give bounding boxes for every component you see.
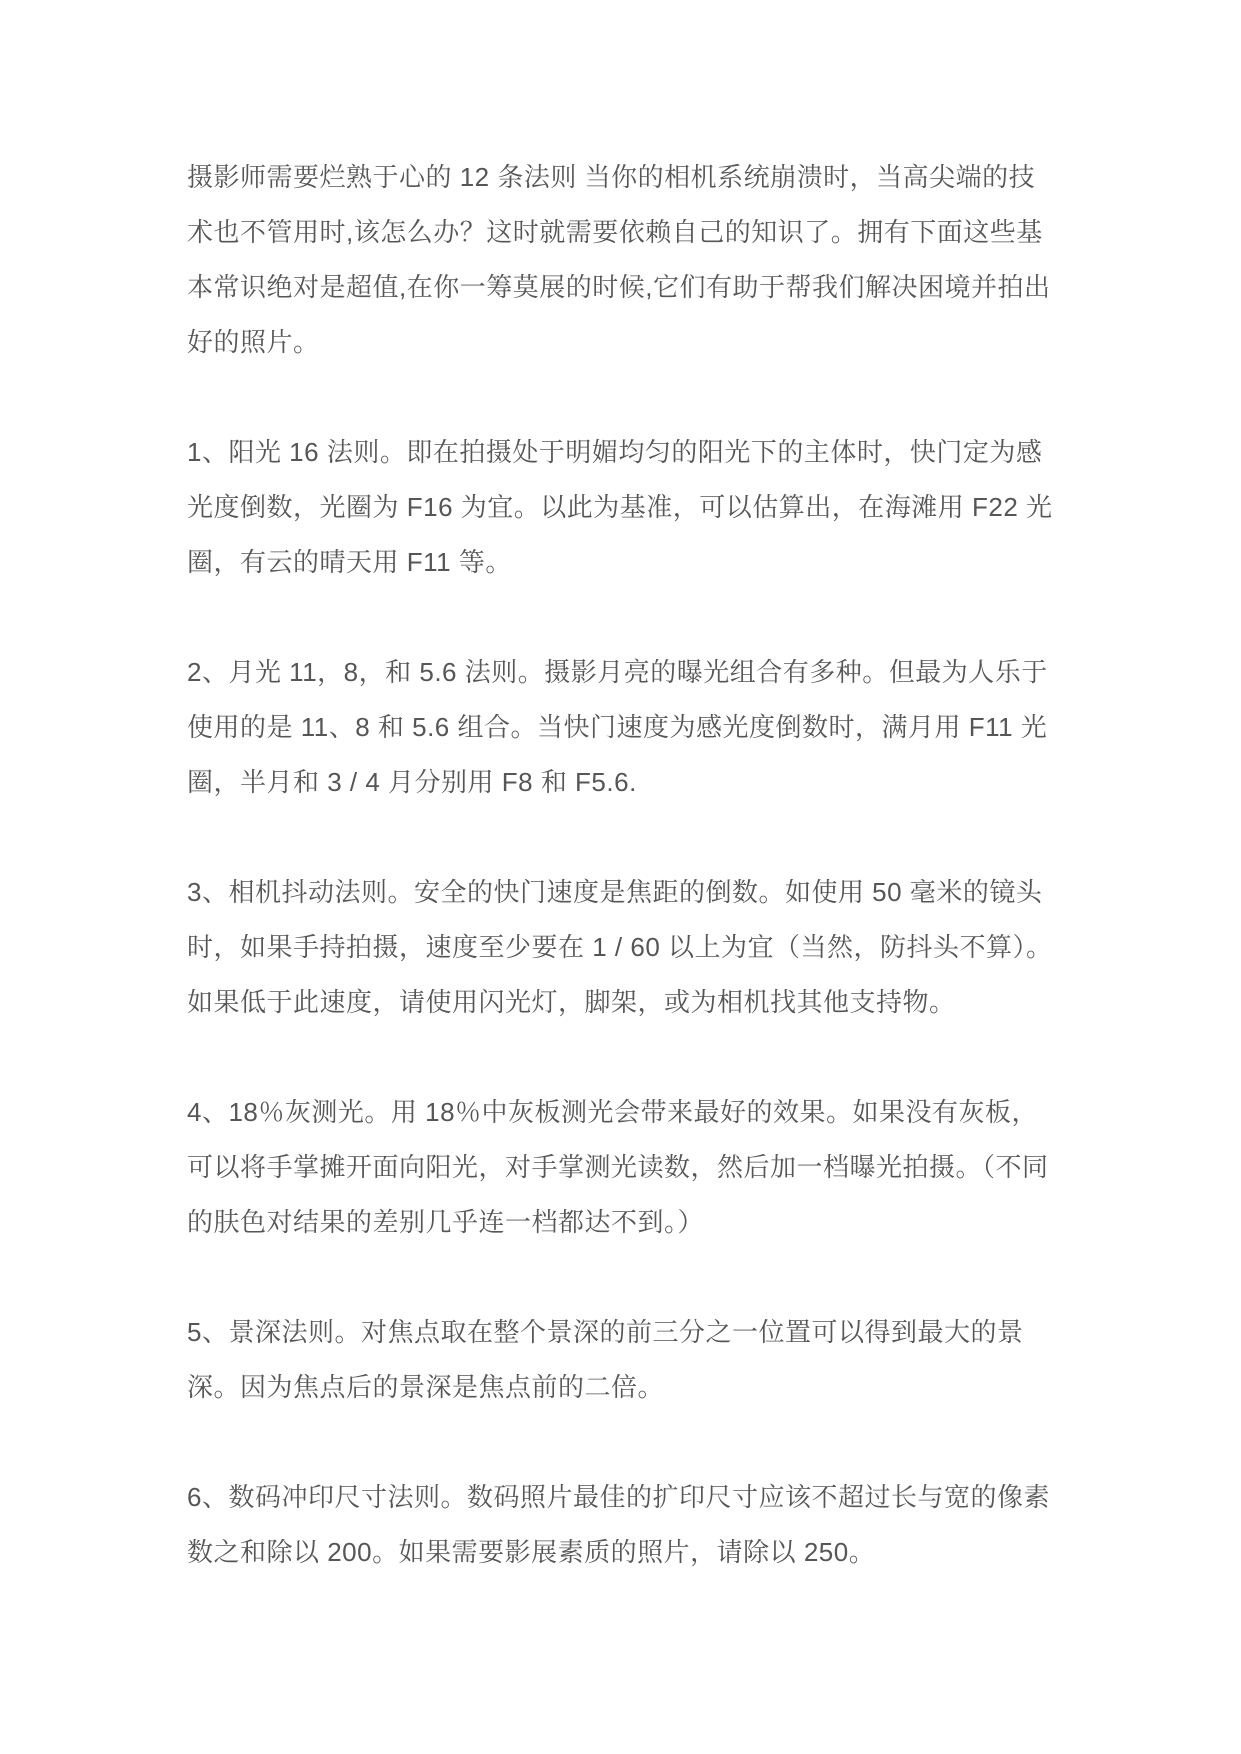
paragraph-rule-4: 4、18％灰测光。用 18％中灰板测光会带来最好的效果。如果没有灰板，可以将手掌摊开面向阳光，对手掌测光读数，然后加一档曝光拍摄。（不同的肤色对结果的差别几乎连一档都达不到。）: [187, 1097, 1049, 1237]
paragraph-intro: 摄影师需要烂熟于心的 12 条法则 当你的相机系统崩溃时，当高尖端的技术也不管用时,该怎么办？这时就需要依赖自己的知识了。拥有下面这些基本常识绝对是超值,在你一筹莫展的时候,它们有助于帮我们解决困境并拍出好的照片。: [187, 162, 1051, 357]
paragraph-rule-3: 3、相机抖动法则。安全的快门速度是焦距的倒数。如使用 50 毫米的镜头时，如果手持拍摄，速度至少要在 1 / 60 以上为宜（当然，防抖头不算）。如果低于此速度，请使用闪光灯，脚架，或为相机找其他支持物。: [187, 877, 1053, 1017]
paragraph-rule-2: 2、月光 11，8，和 5.6 法则。摄影月亮的曝光组合有多种。但最为人乐于使用的是 11、8 和 5.6 组合。当快门速度为感光度倒数时，满月用 F11 光圈，半月和 3 / 4 月分别用 F8 和 F5.6.: [187, 657, 1048, 797]
paragraph-rule-5: 5、景深法则。对焦点取在整个景深的前三分之一位置可以得到最大的景深。因为焦点后的景深是焦点前的二倍。: [187, 1317, 1024, 1402]
paragraph-rule-6: 6、数码冲印尺寸法则。数码照片最佳的扩印尺寸应该不超过长与宽的像素数之和除以 200。如果需要影展素质的照片，请除以 250。: [187, 1482, 1050, 1567]
paragraph-rule-1: 1、阳光 16 法则。即在拍摄处于明媚均匀的阳光下的主体时，快门定为感光度倒数，光圈为 F16 为宜。以此为基准，可以估算出，在海滩用 F22 光圈，有云的晴天用 F11 等。: [187, 437, 1053, 577]
document-body: [187, 150, 1059, 1635]
